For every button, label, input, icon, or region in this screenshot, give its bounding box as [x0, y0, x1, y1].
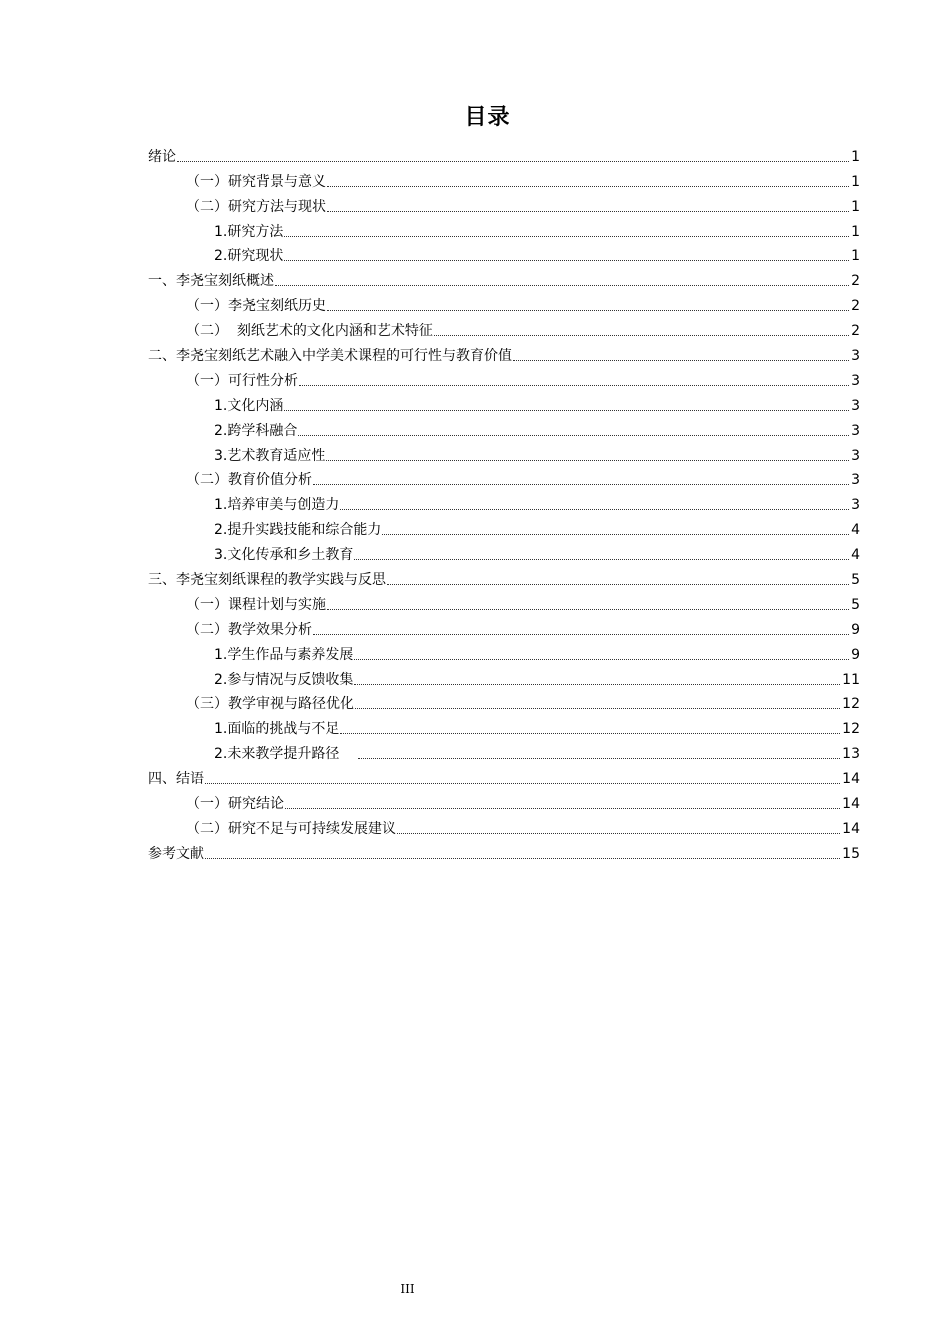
- toc-page-number: 3: [851, 447, 860, 464]
- toc-entry[interactable]: [148, 788, 860, 813]
- toc-entry[interactable]: [148, 664, 860, 689]
- toc-entry-text: 参考文献: [148, 845, 204, 862]
- toc-entry-text: 一、李尧宝刻纸概述: [148, 273, 274, 290]
- dot-leader: [327, 310, 849, 311]
- toc-page-number: 12: [842, 696, 860, 713]
- dot-leader: [387, 584, 849, 585]
- dot-leader: [340, 509, 849, 510]
- toc-page-number: 2: [851, 323, 860, 340]
- toc-page-number: 1: [851, 223, 860, 240]
- toc-entry[interactable]: [148, 241, 860, 266]
- toc-page-number: 14: [842, 771, 860, 788]
- toc-page-number: 13: [842, 746, 860, 763]
- toc-page-number: 4: [851, 547, 860, 564]
- toc-entry[interactable]: [148, 614, 860, 639]
- toc-entry-text: （二）研究不足与可持续发展建议: [186, 820, 396, 837]
- dot-leader: [313, 634, 849, 635]
- toc-entry[interactable]: [148, 141, 860, 166]
- dot-leader: [313, 484, 849, 485]
- toc-page-number: 1: [851, 198, 860, 215]
- toc-page-number: 4: [851, 522, 860, 539]
- toc-entry-text: （一）课程计划与实施: [186, 596, 326, 613]
- dot-leader: [513, 360, 849, 361]
- toc-entry-text: （一）研究结论: [186, 796, 284, 813]
- dot-leader: [275, 285, 849, 286]
- toc-page-number: 1: [851, 148, 860, 165]
- toc-entry[interactable]: [148, 564, 860, 589]
- toc-entry-text: （一）研究背景与意义: [186, 173, 326, 190]
- toc-entry[interactable]: [148, 639, 860, 664]
- dot-leader: [354, 659, 849, 660]
- table-of-contents: [148, 141, 860, 863]
- toc-entry-text: 2.跨学科融合: [214, 422, 298, 439]
- toc-page-number: 14: [842, 820, 860, 837]
- toc-entry-text: （二） 刻纸艺术的文化内涵和艺术特征: [186, 323, 433, 340]
- dot-leader: [355, 708, 840, 709]
- dot-leader: [358, 758, 840, 759]
- toc-entry-text: 1.文化内涵: [214, 397, 284, 414]
- toc-entry[interactable]: [148, 191, 860, 216]
- toc-entry[interactable]: [148, 813, 860, 838]
- toc-entry-text: （二）教学效果分析: [186, 621, 312, 638]
- toc-page-number: 1: [851, 173, 860, 190]
- toc-page-number: 2: [851, 298, 860, 315]
- toc-entry[interactable]: [148, 315, 860, 340]
- dot-leader: [327, 211, 849, 212]
- toc-page-number: 2: [851, 273, 860, 290]
- toc-entry[interactable]: [148, 390, 860, 415]
- toc-entry-text: 2.研究现状: [214, 248, 284, 265]
- toc-page-number: 14: [842, 796, 860, 813]
- toc-page-number: 9: [851, 646, 860, 663]
- toc-entry-text: （一）可行性分析: [186, 372, 298, 389]
- toc-page-number: 11: [842, 671, 860, 688]
- dot-leader: [177, 161, 849, 162]
- toc-entry[interactable]: [148, 539, 860, 564]
- toc-entry-text: 1.面临的挑战与不足: [214, 721, 340, 738]
- toc-entry[interactable]: [148, 340, 860, 365]
- toc-entry-text: 1.学生作品与素养发展: [214, 646, 354, 663]
- dot-leader: [326, 460, 849, 461]
- dot-leader: [284, 236, 849, 237]
- page-footer-number: III: [400, 1282, 415, 1296]
- toc-page-number: 3: [851, 497, 860, 514]
- toc-entry[interactable]: [148, 514, 860, 539]
- dot-leader: [327, 186, 849, 187]
- dot-leader: [299, 385, 849, 386]
- toc-entry[interactable]: [148, 489, 860, 514]
- toc-entry[interactable]: [148, 216, 860, 241]
- dot-leader: [327, 609, 849, 610]
- toc-entry[interactable]: [148, 265, 860, 290]
- toc-entry[interactable]: [148, 166, 860, 191]
- page-title: 目录: [464, 105, 511, 130]
- toc-page-number: 15: [842, 845, 860, 862]
- dot-leader: [284, 260, 849, 261]
- toc-entry-text: 3.文化传承和乡土教育: [214, 547, 354, 564]
- toc-entry-text: （二）教育价值分析: [186, 472, 312, 489]
- toc-entry[interactable]: [148, 465, 860, 490]
- toc-entry[interactable]: [148, 763, 860, 788]
- toc-entry[interactable]: [148, 589, 860, 614]
- toc-entry-text: 四、结语: [148, 771, 204, 788]
- toc-page-number: 3: [851, 372, 860, 389]
- dot-leader: [205, 783, 840, 784]
- toc-entry-text: 3.艺术教育适应性: [214, 447, 326, 464]
- toc-entry-text: 三、李尧宝刻纸课程的教学实践与反思: [148, 572, 386, 589]
- toc-page-number: 12: [842, 721, 860, 738]
- toc-entry-text: 绪论: [148, 148, 176, 165]
- toc-entry[interactable]: [148, 290, 860, 315]
- toc-entry[interactable]: [148, 713, 860, 738]
- toc-entry[interactable]: [148, 689, 860, 714]
- toc-page-number: 1: [851, 248, 860, 265]
- toc-entry[interactable]: [148, 838, 860, 863]
- dot-leader: [354, 684, 840, 685]
- toc-entry[interactable]: [148, 365, 860, 390]
- toc-entry-text: 2.提升实践技能和综合能力: [214, 522, 382, 539]
- toc-page-number: 5: [851, 596, 860, 613]
- toc-entry-text: （二）研究方法与现状: [186, 198, 326, 215]
- dot-leader: [340, 733, 840, 734]
- dot-leader: [298, 435, 849, 436]
- toc-page-number: 9: [851, 621, 860, 638]
- toc-entry-text: （三）教学审视与路径优化: [186, 696, 354, 713]
- toc-entry[interactable]: [148, 415, 860, 440]
- toc-entry[interactable]: [148, 738, 860, 763]
- toc-entry-text: （一）李尧宝刻纸历史: [186, 298, 326, 315]
- toc-entry-text: 2.参与情况与反馈收集: [214, 671, 354, 688]
- toc-page-number: 5: [851, 572, 860, 589]
- toc-page-number: 3: [851, 348, 860, 365]
- toc-page-number: 3: [851, 472, 860, 489]
- dot-leader: [285, 808, 840, 809]
- toc-entry[interactable]: [148, 440, 860, 465]
- dot-leader: [354, 559, 849, 560]
- toc-entry-text: 二、李尧宝刻纸艺术融入中学美术课程的可行性与教育价值: [148, 348, 512, 365]
- dot-leader: [382, 534, 849, 535]
- toc-entry-text: 1.研究方法: [214, 223, 284, 240]
- dot-leader: [284, 410, 849, 411]
- toc-entry-text: 2.未来教学提升路径: [214, 746, 358, 763]
- toc-page-number: 3: [851, 397, 860, 414]
- toc-page-number: 3: [851, 422, 860, 439]
- toc-entry-text: 1.培养审美与创造力: [214, 497, 340, 514]
- dot-leader: [397, 833, 840, 834]
- dot-leader: [434, 335, 849, 336]
- dot-leader: [205, 858, 840, 859]
